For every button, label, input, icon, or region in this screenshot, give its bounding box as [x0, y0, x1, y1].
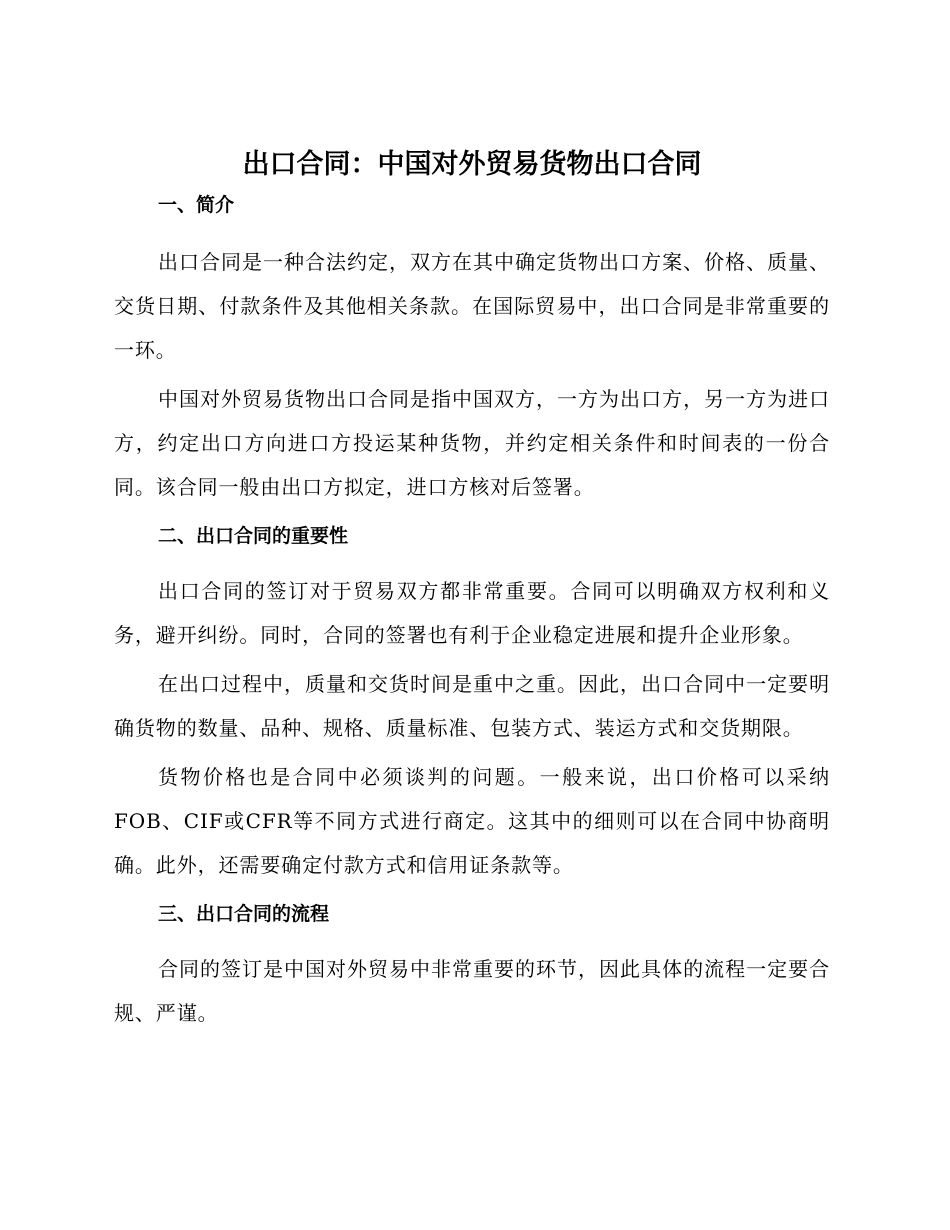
paragraph: 合同的签订是中国对外贸易中非常重要的环节，因此具体的流程一定要合规、严谨。: [114, 957, 830, 1025]
document-title: 出口合同：中国对外贸易货物出口合同: [242, 149, 702, 180]
document-body: [114, 142, 830, 1040]
paragraph: 出口合同的签订对于贸易双方都非常重要。合同可以明确双方权利和义务，避开纠纷。同时，合同的签署也有利于企业稳定进展和提升企业形象。: [114, 579, 830, 647]
paragraph: 中国对外贸易货物出口合同是指中国双方，一方为出口方，另一方为进口方，约定出口方向进口方投运某种货物，并约定相关条件和时间表的一份合同。该合同一般由出口方拟定，进口方核对后签署。: [114, 387, 830, 499]
section-heading-importance: 二、出口合同的重要性: [158, 525, 349, 547]
section-heading-process: 三、出口合同的流程: [158, 903, 330, 925]
paragraph: 在出口过程中，质量和交货时间是重中之重。因此，出口合同中一定要明确货物的数量、品种、规格、质量标准、包装方式、装运方式和交货期限。: [114, 672, 830, 740]
paragraph: 出口合同是一种合法约定，双方在其中确定货物出口方案、价格、质量、交货日期、付款条件及其他相关条款。在国际贸易中，出口合同是非常重要的一环。: [114, 250, 830, 362]
section-heading-introduction: 一、简介: [158, 194, 235, 216]
paragraph: 货物价格也是合同中必须谈判的问题。一般来说，出口价格可以采纳FOB、CIF或CFR等不同方式进行商定。这其中的细则可以在合同中协商明确。此外，还需要确定付款方式和信用证条款等。: [114, 765, 830, 877]
